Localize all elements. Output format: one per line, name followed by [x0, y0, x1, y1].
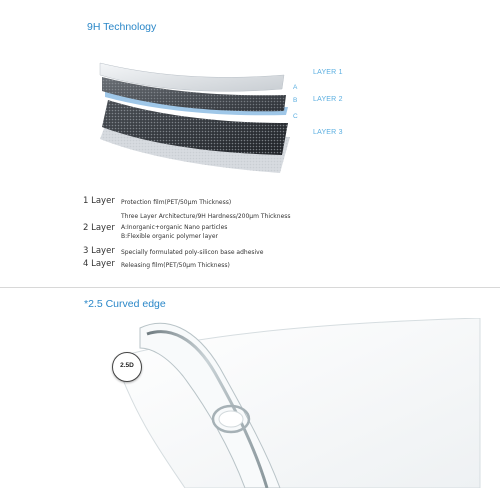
row-desc-2a: Three Layer Architecture/9H Hardness/200μm Thickness — [121, 213, 291, 220]
tag-layer2: LAYER 2 — [313, 96, 343, 103]
badge-2-5d — [112, 352, 142, 382]
section-title-curved-edge: *2.5 Curved edge — [84, 298, 166, 310]
tag-layer3: LAYER 3 — [313, 129, 343, 136]
row-label-1: 1 Layer — [83, 196, 115, 206]
row-label-3: 3 Layer — [83, 246, 115, 256]
row-label-4: 4 Layer — [83, 259, 115, 269]
section-divider — [0, 287, 500, 288]
tag-c: C — [293, 113, 298, 120]
row-desc-2c: B:Flexible organic polymer layer — [121, 233, 218, 240]
curved-edge-illustration — [95, 318, 490, 488]
row-desc-4: Releasing film(PET/50μm Thickness) — [121, 262, 230, 269]
tag-a: A — [293, 84, 298, 91]
row-label-2: 2 Layer — [83, 223, 115, 233]
tag-layer1: LAYER 1 — [313, 69, 343, 76]
layer-stack-illustration — [90, 55, 300, 175]
section-title-9h: 9H Technology — [87, 21, 157, 33]
row-desc-1: Protection film(PET/50μm Thickness) — [121, 199, 232, 206]
badge-2-5d-label: 2.5D — [120, 362, 134, 369]
row-desc-3: Specially formulated poly-silicon base adhesive — [121, 249, 264, 256]
row-desc-2b: A:Inorganic+organic Nano particles — [121, 224, 228, 231]
tag-b: B — [293, 97, 298, 104]
